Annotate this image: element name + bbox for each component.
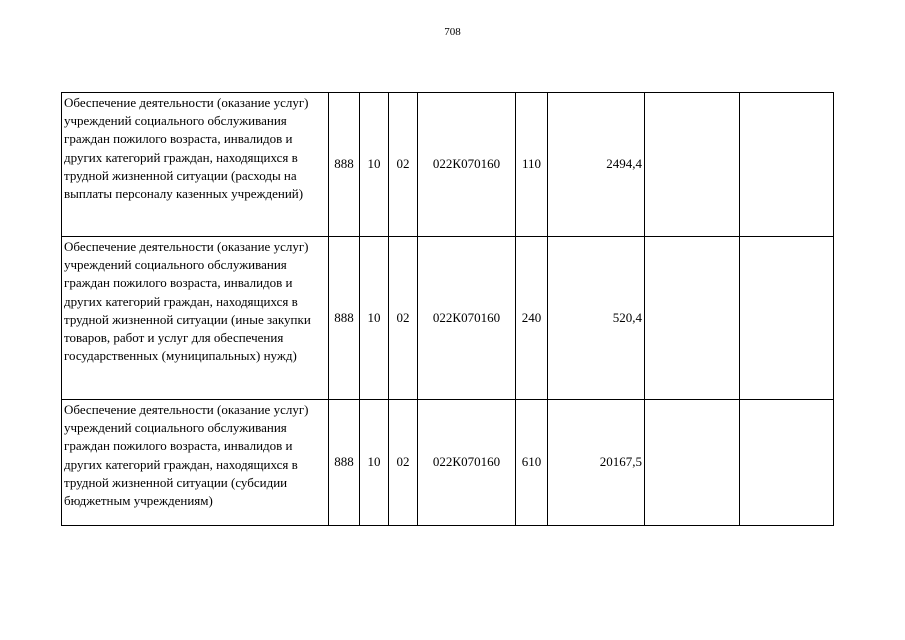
target-article-cell: 022К070160	[418, 400, 516, 526]
table-row	[62, 237, 834, 400]
empty-cell-9	[740, 93, 834, 237]
empty-cell-8	[645, 400, 740, 526]
amount-cell: 20167,5	[548, 400, 645, 526]
subsection-code-cell: 02	[389, 400, 418, 526]
expense-type-cell: 240	[516, 237, 548, 400]
description-cell: Обеспечение деятельности (оказание услуг) учреждений социального обслуживания граждан пожилого возраста, инвалидов и других категорий граждан, находящихся в трудной жизненной ситуации (иные закупки товаров, работ и услуг для обеспечения государственных (муниципальных) нужд)	[62, 237, 329, 400]
page-number: 708	[444, 26, 461, 38]
expense-type-cell: 610	[516, 400, 548, 526]
description-cell: Обеспечение деятельности (оказание услуг) учреждений социального обслуживания граждан пожилого возраста, инвалидов и других категорий граждан, находящихся в трудной жизненной ситуации (субсидии бюджетным учреждениям)	[62, 400, 329, 526]
table-row	[62, 400, 834, 526]
ministry-code-cell: 888	[329, 93, 360, 237]
expense-type-cell: 110	[516, 93, 548, 237]
description-cell: Обеспечение деятельности (оказание услуг) учреждений социального обслуживания граждан пожилого возраста, инвалидов и других категорий граждан, находящихся в трудной жизненной ситуации (расходы на выплаты персоналу казенных учреждений)	[62, 93, 329, 237]
subsection-code-cell: 02	[389, 237, 418, 400]
section-code-cell: 10	[360, 237, 389, 400]
amount-cell: 520,4	[548, 237, 645, 400]
ministry-code-cell: 888	[329, 400, 360, 526]
target-article-cell: 022К070160	[418, 237, 516, 400]
table-row	[62, 93, 834, 237]
target-article-cell: 022К070160	[418, 93, 516, 237]
section-code-cell: 10	[360, 93, 389, 237]
subsection-code-cell: 02	[389, 93, 418, 237]
empty-cell-8	[645, 237, 740, 400]
empty-cell-9	[740, 237, 834, 400]
section-code-cell: 10	[360, 400, 389, 526]
empty-cell-8	[645, 93, 740, 237]
budget-table	[61, 92, 834, 526]
ministry-code-cell: 888	[329, 237, 360, 400]
empty-cell-9	[740, 400, 834, 526]
amount-cell: 2494,4	[548, 93, 645, 237]
